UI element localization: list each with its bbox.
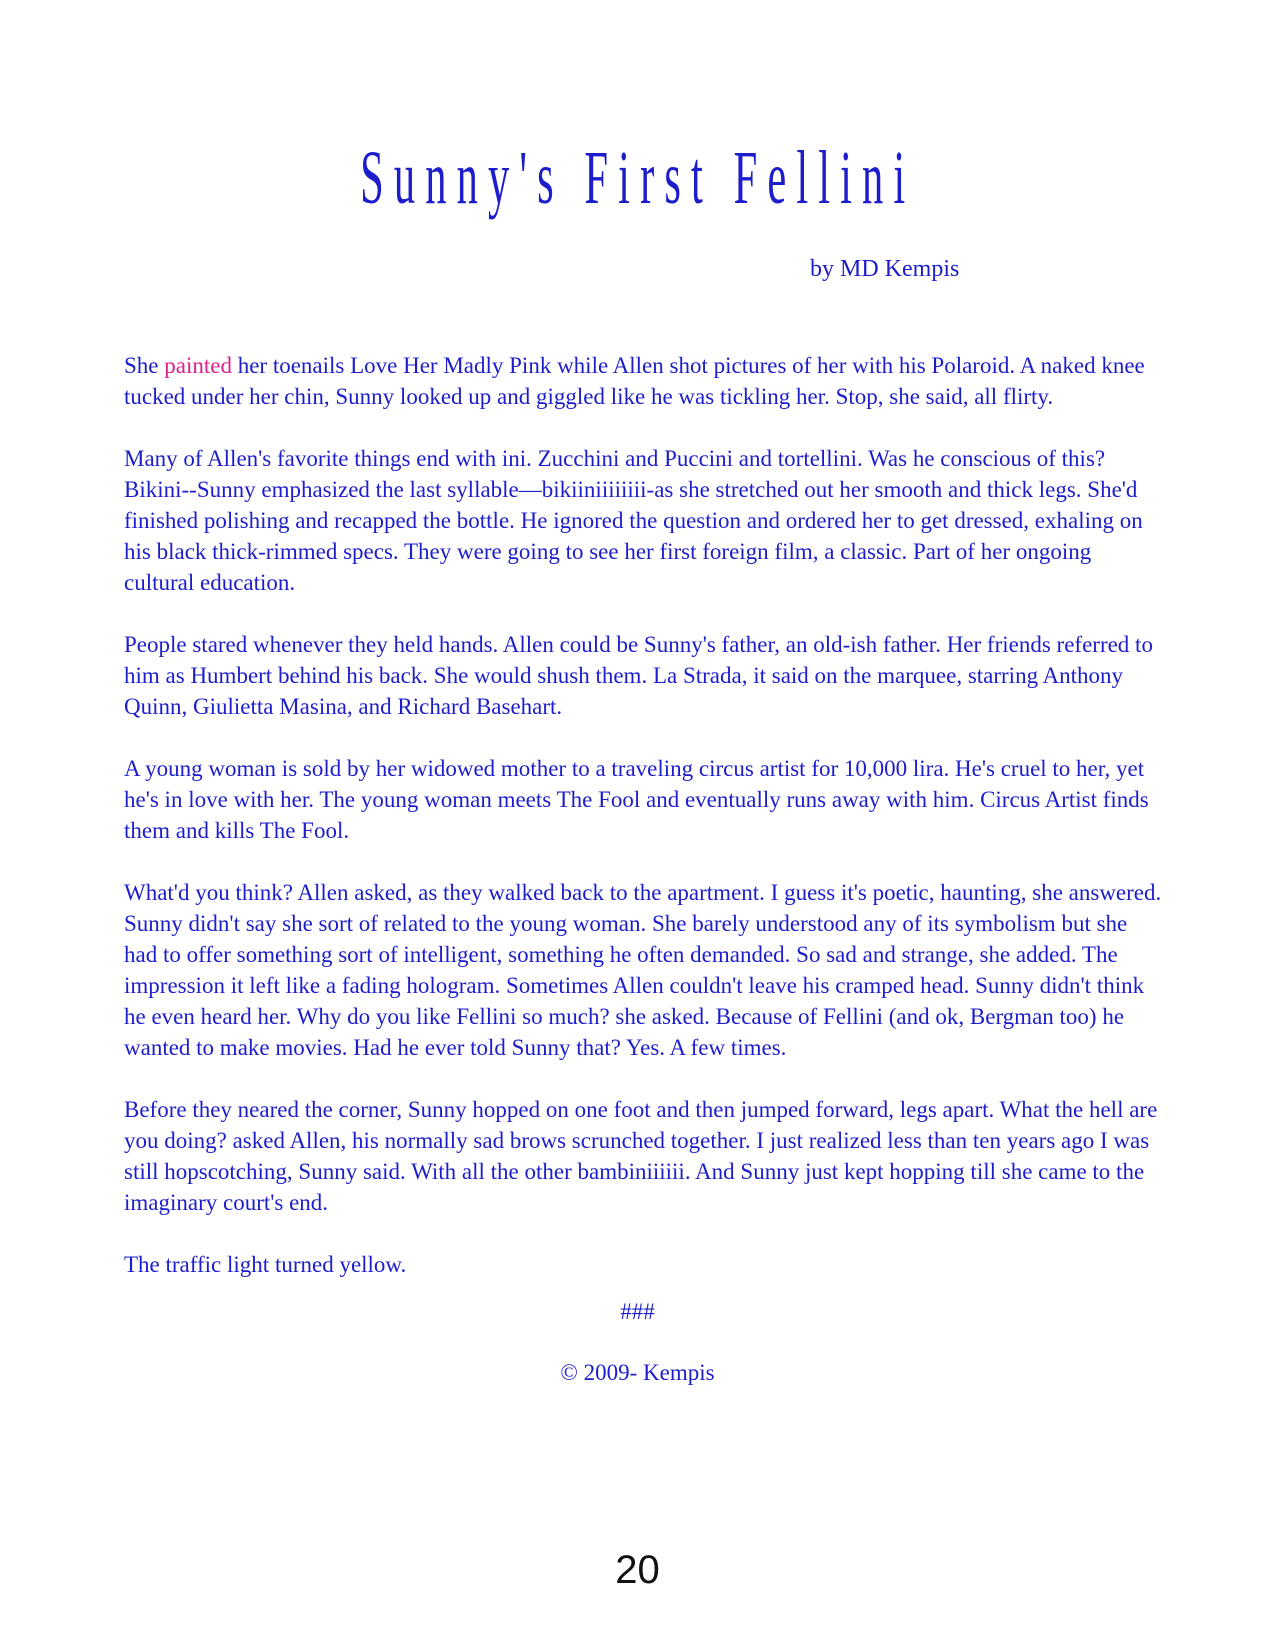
story-byline: by MD Kempis bbox=[810, 256, 960, 282]
paragraph-3: People stared whenever they held hands. Allen could be Sunny's father, an old-ish father. Her friends referred to him as Humbert behind his back. She would shush them. La Strada, it said on the marquee, starring Anthony Quinn, Giulietta Masina, and Richard Basehart. bbox=[124, 632, 1153, 719]
paragraph-5: What'd you think? Allen asked, as they walked back to the apartment. I guess it's poetic, haunting, she answered. Sunny didn't say she sort of related to the young woman. She barely understood any of its symbolism but she had to offer something sort of intelligent, something he often demanded. So sad and strange, she added. The impression it left like a fading hologram. Sometimes Allen couldn't leave his cramped head. Sunny didn't think he even heard her. Why do you like Fellini so much? she asked. Because of Fellini (and ok, Bergman too) he wanted to make movies. Had he ever told Sunny that? Yes. A few times. bbox=[124, 880, 1162, 1060]
copyright: © 2009- Kempis bbox=[560, 1360, 715, 1385]
paragraph-1-rest: her toenails Love Her Madly Pink while Allen shot pictures of her with his Polaroid. A naked knee tucked under her chin, Sunny looked up and giggled like he was tickling her. Stop, she said, all flirty. bbox=[124, 353, 1145, 409]
paragraph-1 bbox=[124, 350, 1164, 412]
paragraph-2: Many of Allen's favorite things end with ini. Zucchini and Puccini and tortellini. Was he conscious of this? Bikini--Sunny emphasized the last syllable—bikiiniiiiiiii-as she stretched out her smooth and thick legs. She'd finished polishing and recapped the bottle. He ignored the question and ordered her to get dressed, exhaling on his black thick-rimmed specs. They were going to see her first foreign film, a classic. Part of her ongoing cultural education. bbox=[124, 446, 1143, 595]
end-mark: ### bbox=[620, 1299, 655, 1324]
page-number: 20 bbox=[615, 1548, 660, 1592]
paragraph-7: The traffic light turned yellow. bbox=[124, 1252, 407, 1277]
story-body bbox=[124, 350, 1164, 1311]
paragraph-1-start: She bbox=[124, 353, 165, 378]
paragraph-6: Before they neared the corner, Sunny hopped on one foot and then jumped forward, legs apart. What the hell are you doing? asked Allen, his normally sad brows scrunched together. I just realized less than ten years ago I was still hopscotching, Sunny said. With all the other bambiniiiiii. And Sunny just kept hopping till she came to the imaginary court's end. bbox=[124, 1097, 1158, 1215]
highlighted-word: painted bbox=[164, 353, 232, 378]
paragraph-4: A young woman is sold by her widowed mother to a traveling circus artist for 10,000 lira. He's cruel to her, yet he's in love with her. The young woman meets The Fool and eventually runs away with him. Circus Artist finds them and kills The Fool. bbox=[124, 756, 1149, 843]
story-title: Sunny's First Fellini bbox=[360, 136, 916, 220]
